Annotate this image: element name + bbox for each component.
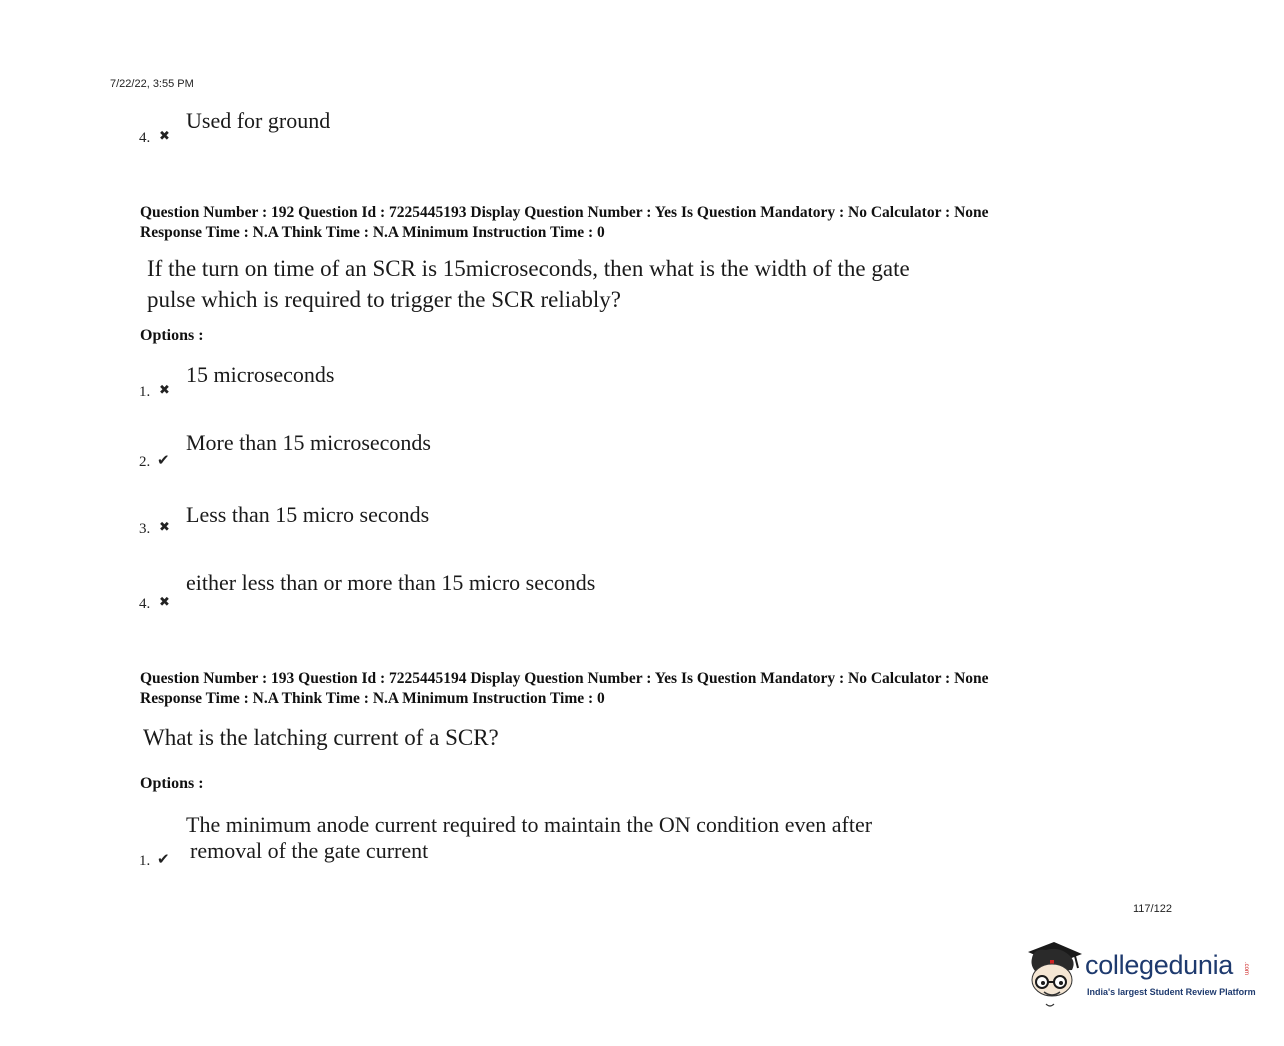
options-label: Options : <box>140 775 204 792</box>
logo-tagline: India's largest Student Review Platform <box>1087 987 1256 997</box>
option-number: 3. <box>139 521 151 537</box>
option-text-line: removal of the gate current <box>190 838 429 863</box>
question-text-line: What is the latching current of a SCR? <box>143 725 499 750</box>
question-meta-line-1: Question Number : 192 Question Id : 7225445193 Display Question Number : Yes Is Question Mandatory : No Calculator : None <box>140 204 989 221</box>
cross-icon <box>159 594 170 610</box>
cross-icon <box>159 519 170 535</box>
option-number: 4. <box>139 596 151 612</box>
options-label: Options : <box>140 327 204 344</box>
cross-icon <box>159 382 170 398</box>
option-text: either less than or more than 15 micro seconds <box>186 570 596 595</box>
option-number: 1. <box>139 384 151 400</box>
question-meta-line-1: Question Number : 193 Question Id : 7225445194 Display Question Number : Yes Is Question Mandatory : No Calculator : None <box>140 670 989 687</box>
check-icon <box>157 451 170 470</box>
option-number: 4. <box>139 130 151 146</box>
question-meta-line-2: Response Time : N.A Think Time : N.A Minimum Instruction Time : 0 <box>140 690 605 707</box>
option-text: More than 15 microseconds <box>186 430 431 455</box>
logo-suffix: .com <box>1243 962 1249 976</box>
cross-icon <box>159 128 170 144</box>
print-timestamp: 7/22/22, 3:55 PM <box>110 78 194 90</box>
question-text-line: pulse which is required to trigger the SCR reliably? <box>147 287 621 312</box>
page-number: 117/122 <box>1133 903 1172 915</box>
question-meta-line-2: Response Time : N.A Think Time : N.A Minimum Instruction Time : 0 <box>140 224 605 241</box>
question-text-line: If the turn on time of an SCR is 15microseconds, then what is the width of the gate <box>147 256 910 281</box>
logo-wordmark: collegedunia <box>1085 950 1234 980</box>
option-number: 1. <box>139 853 151 869</box>
option-text: 15 microseconds <box>186 362 335 387</box>
check-icon <box>157 850 170 869</box>
option-text-line: The minimum anode current required to maintain the ON condition even after <box>186 812 873 837</box>
option-text: Less than 15 micro seconds <box>186 502 430 527</box>
option-text: Used for ground <box>186 108 331 133</box>
option-number: 2. <box>139 454 151 470</box>
